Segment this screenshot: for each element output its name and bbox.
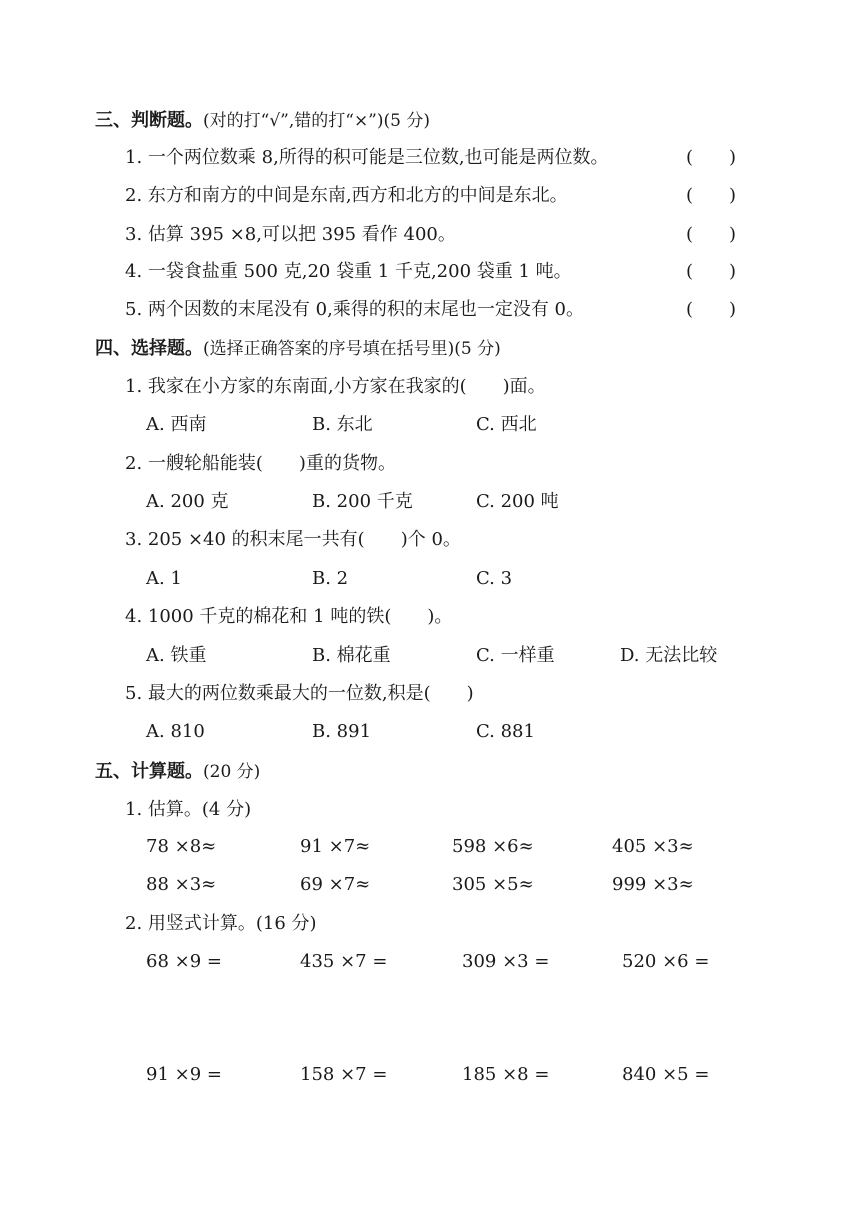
judge-item-text: 一个两位数乘 8,所得的积可能是三位数,也可能是两位数。 xyxy=(147,147,609,168)
question-stem-end: )。 xyxy=(427,606,453,627)
judge-item-text: 东方和南方的中间是东南,西方和北方的中间是东北。 xyxy=(147,185,568,206)
calc-problem: 520 ×6 = xyxy=(622,951,710,972)
calc-problem: 91 ×9 = xyxy=(146,1064,222,1085)
option-a: A. 西南 xyxy=(146,414,207,435)
option-c: C. 一样重 xyxy=(476,645,555,666)
section4-title: 四、选择题。 xyxy=(95,338,203,359)
judge-item-number: 5. xyxy=(125,299,143,320)
question-stem-start: 5. 最大的两位数乘最大的一位数,积是( xyxy=(125,683,431,704)
judge-item-1 xyxy=(125,147,609,169)
question-stem-start: 3. 205 ×40 的积末尾一共有( xyxy=(125,529,365,550)
section3-heading xyxy=(95,110,430,132)
question-stem-end: )面。 xyxy=(502,376,546,397)
close-paren: ) xyxy=(729,147,737,168)
judge-item-2 xyxy=(125,185,568,207)
question-stem-start: 2. 一艘轮船能装( xyxy=(125,453,263,474)
section4-heading xyxy=(95,338,501,360)
calc-problem: 68 ×9 = xyxy=(146,951,222,972)
section5-note: (20 分) xyxy=(203,762,261,782)
judge-item-3 xyxy=(125,224,456,246)
option-a: A. 1 xyxy=(146,568,182,589)
estimation-problem: 69 ×7≈ xyxy=(300,874,371,895)
calc-problem: 185 ×8 = xyxy=(462,1064,550,1085)
open-paren: ( xyxy=(686,261,694,282)
section3-title: 三、判断题。 xyxy=(95,110,203,131)
option-b: B. 200 千克 xyxy=(312,491,413,512)
estimation-problem: 78 ×8≈ xyxy=(146,836,217,857)
calc-problem: 840 ×5 = xyxy=(622,1064,710,1085)
judge-item-text: 估算 395 ×8,可以把 395 看作 400。 xyxy=(147,224,456,245)
calc-problem: 309 ×3 = xyxy=(462,951,550,972)
estimation-problem: 88 ×3≈ xyxy=(146,874,217,895)
judge-answer-blank-4[interactable] xyxy=(686,261,736,283)
option-b: B. 891 xyxy=(312,721,372,742)
section5-heading xyxy=(95,761,260,783)
question-stem-start: 1. 我家在小方家的东南面,小方家在我家的( xyxy=(125,376,467,397)
judge-answer-blank-3[interactable] xyxy=(686,224,736,246)
option-b: B. 棉花重 xyxy=(312,645,391,666)
option-a: A. 200 克 xyxy=(146,491,229,512)
estimation-problem: 405 ×3≈ xyxy=(612,836,694,857)
question-stem-end: )重的货物。 xyxy=(298,453,396,474)
open-paren: ( xyxy=(686,224,694,245)
judge-item-4 xyxy=(125,261,572,283)
option-a: A. 810 xyxy=(146,721,205,742)
option-c: C. 西北 xyxy=(476,414,537,435)
question-stem-end: ) xyxy=(466,683,474,704)
section4-note: (选择正确答案的序号填在括号里)(5 分) xyxy=(203,339,501,359)
question-stem-end: )个 0。 xyxy=(400,529,461,550)
choice-question-2 xyxy=(125,453,396,475)
close-paren: ) xyxy=(729,185,737,206)
judge-answer-blank-2[interactable] xyxy=(686,185,736,207)
open-paren: ( xyxy=(686,185,694,206)
judge-item-number: 4. xyxy=(125,261,143,282)
estimation-problem: 91 ×7≈ xyxy=(300,836,371,857)
judge-answer-blank-5[interactable] xyxy=(686,299,736,321)
estimation-problem: 999 ×3≈ xyxy=(612,874,694,895)
close-paren: ) xyxy=(729,224,737,245)
judge-item-number: 1. xyxy=(125,147,143,168)
option-b: B. 2 xyxy=(312,568,349,589)
choice-question-5 xyxy=(125,683,474,705)
judge-item-number: 2. xyxy=(125,185,143,206)
judge-item-text: 一袋食盐重 500 克,20 袋重 1 千克,200 袋重 1 吨。 xyxy=(147,261,572,282)
option-c: C. 200 吨 xyxy=(476,491,559,512)
judge-answer-blank-1[interactable] xyxy=(686,147,736,169)
option-b: B. 东北 xyxy=(312,414,373,435)
option-d: D. 无法比较 xyxy=(620,645,718,666)
estimation-problem: 598 ×6≈ xyxy=(452,836,534,857)
section5-title: 五、计算题。 xyxy=(95,761,203,782)
estimation-label: 1. 估算。(4 分) xyxy=(125,799,252,820)
calc-problem: 158 ×7 = xyxy=(300,1064,388,1085)
judge-item-text: 两个因数的末尾没有 0,乘得的积的末尾也一定没有 0。 xyxy=(147,299,584,320)
open-paren: ( xyxy=(686,299,694,320)
close-paren: ) xyxy=(729,261,737,282)
judge-item-5 xyxy=(125,299,584,321)
vertical-calc-label: 2. 用竖式计算。(16 分) xyxy=(125,913,317,934)
question-stem-start: 4. 1000 千克的棉花和 1 吨的铁( xyxy=(125,606,392,627)
judge-item-number: 3. xyxy=(125,224,143,245)
option-c: C. 3 xyxy=(476,568,513,589)
choice-question-3 xyxy=(125,529,461,551)
choice-question-1 xyxy=(125,376,546,398)
option-a: A. 铁重 xyxy=(146,645,207,666)
estimation-problem: 305 ×5≈ xyxy=(452,874,534,895)
section3-note: (对的打“√”,错的打“×”)(5 分) xyxy=(203,111,430,131)
choice-question-4 xyxy=(125,606,452,628)
open-paren: ( xyxy=(686,147,694,168)
close-paren: ) xyxy=(729,299,737,320)
calc-problem: 435 ×7 = xyxy=(300,951,388,972)
option-c: C. 881 xyxy=(476,721,535,742)
